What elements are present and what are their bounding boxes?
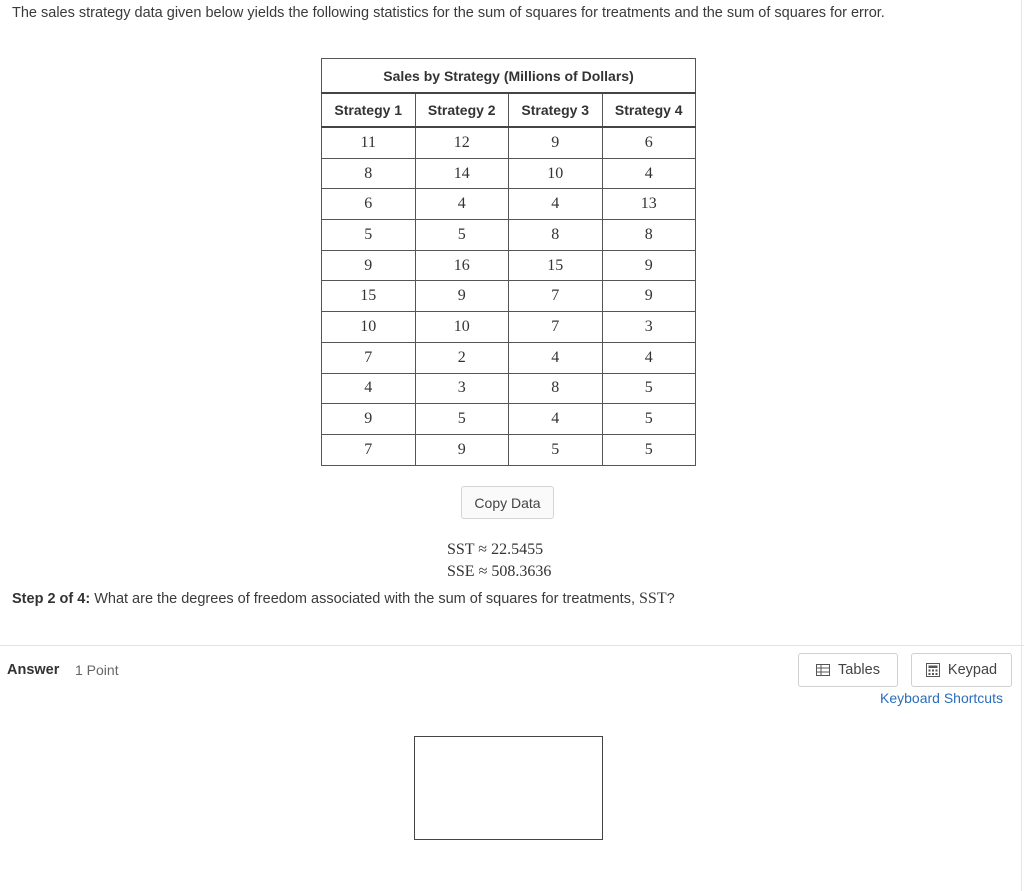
copy-data-button[interactable]: Copy Data <box>461 486 554 519</box>
table-cell: 6 <box>602 127 696 158</box>
table-cell: 12 <box>415 127 509 158</box>
page-edge-divider <box>1021 0 1022 891</box>
table-cell: 10 <box>509 158 603 189</box>
table-row <box>322 127 696 158</box>
table-cell: 7 <box>509 312 603 343</box>
table-cell: 5 <box>415 404 509 435</box>
table-cell: 5 <box>602 404 696 435</box>
column-header: Strategy 3 <box>509 93 603 127</box>
table-cell: 4 <box>602 342 696 373</box>
tables-button[interactable] <box>798 653 898 687</box>
table-cell: 4 <box>322 373 416 404</box>
tables-label: Tables <box>838 662 880 678</box>
table-cell: 3 <box>415 373 509 404</box>
table-icon <box>816 664 830 676</box>
table-cell: 9 <box>322 404 416 435</box>
points-label: 1 Point <box>75 662 119 678</box>
table-cell: 9 <box>322 250 416 281</box>
table-row <box>322 158 696 189</box>
table-cell: 2 <box>415 342 509 373</box>
table-caption: Sales by Strategy (Millions of Dollars) <box>322 59 696 94</box>
column-header: Strategy 1 <box>322 93 416 127</box>
step-question <box>12 590 675 608</box>
table-header-row <box>322 93 696 127</box>
table-cell: 7 <box>509 281 603 312</box>
table-cell: 9 <box>509 127 603 158</box>
table-cell: 5 <box>509 434 603 465</box>
table-row <box>322 312 696 343</box>
sst-value: SST ≈ 22.5455 <box>447 541 544 558</box>
table-cell: 8 <box>322 158 416 189</box>
calculator-icon <box>926 663 940 677</box>
table-row <box>322 342 696 373</box>
step-label: Step 2 of 4: <box>12 591 91 607</box>
table-cell: 8 <box>509 220 603 251</box>
table-cell: 9 <box>415 434 509 465</box>
table-cell: 13 <box>602 189 696 220</box>
table-cell: 9 <box>602 281 696 312</box>
step-symbol: SST <box>639 590 667 607</box>
table-row <box>322 373 696 404</box>
table-cell: 5 <box>602 373 696 404</box>
table-cell: 4 <box>509 342 603 373</box>
table-cell: 4 <box>509 404 603 435</box>
table-row <box>322 281 696 312</box>
keyboard-shortcuts-link[interactable]: Keyboard Shortcuts <box>880 690 1003 706</box>
table-cell: 16 <box>415 250 509 281</box>
table-cell: 8 <box>602 220 696 251</box>
step-text: What are the degrees of freedom associated with the sum of squares for treatments, <box>94 591 635 607</box>
section-divider <box>0 645 1024 646</box>
table-cell: 4 <box>602 158 696 189</box>
table-cell: 4 <box>509 189 603 220</box>
table-row <box>322 189 696 220</box>
table-row <box>322 434 696 465</box>
table-cell: 7 <box>322 434 416 465</box>
column-header: Strategy 4 <box>602 93 696 127</box>
table-cell: 11 <box>322 127 416 158</box>
table-cell: 7 <box>322 342 416 373</box>
answer-input[interactable] <box>414 736 603 840</box>
sales-table <box>321 58 696 466</box>
table-cell: 4 <box>415 189 509 220</box>
column-header: Strategy 2 <box>415 93 509 127</box>
problem-intro: The sales strategy data given below yields the following statistics for the sum of squares for treatments and the sum of squares for error. <box>12 5 885 21</box>
table-cell: 5 <box>322 220 416 251</box>
table-row <box>322 404 696 435</box>
table-cell: 15 <box>509 250 603 281</box>
table-cell: 8 <box>509 373 603 404</box>
table-row <box>322 250 696 281</box>
keypad-label: Keypad <box>947 662 998 678</box>
table-row <box>322 220 696 251</box>
keypad-button[interactable] <box>911 653 1012 687</box>
table-cell: 10 <box>415 312 509 343</box>
step-end: ? <box>666 591 675 607</box>
table-cell: 15 <box>322 281 416 312</box>
table-cell: 14 <box>415 158 509 189</box>
answer-label: Answer <box>7 662 60 678</box>
table-cell: 3 <box>602 312 696 343</box>
table-body <box>322 127 696 465</box>
table-cell: 10 <box>322 312 416 343</box>
table-cell: 5 <box>602 434 696 465</box>
table-cell: 5 <box>415 220 509 251</box>
table-cell: 9 <box>415 281 509 312</box>
sse-value: SSE ≈ 508.3636 <box>447 563 552 580</box>
table-cell: 6 <box>322 189 416 220</box>
table-cell: 9 <box>602 250 696 281</box>
